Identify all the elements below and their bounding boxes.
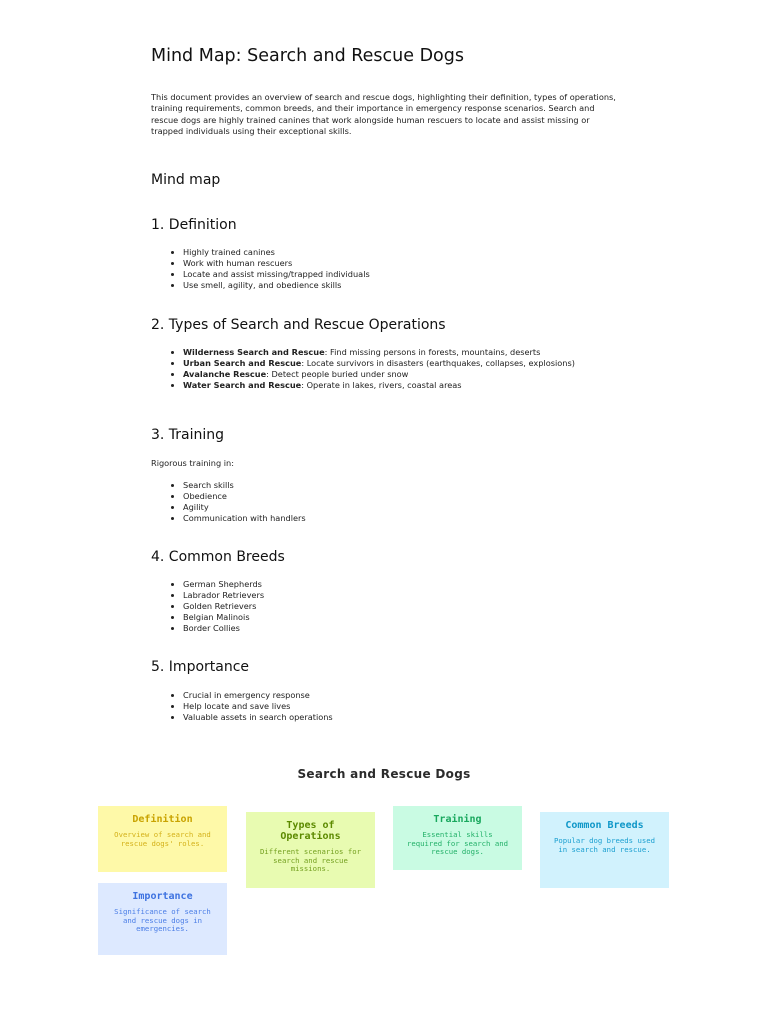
list-item	[183, 380, 613, 391]
training-card	[393, 806, 522, 870]
list-item: • Use smell, agility, and obedience skills	[183, 280, 613, 291]
breeds-list	[167, 579, 613, 634]
list-item: • Agility	[183, 502, 613, 513]
list-item: • German Shepherds	[183, 579, 613, 590]
list-item: • Valuable assets in search operations	[183, 712, 613, 723]
list-item	[183, 347, 613, 358]
definition-card	[98, 806, 227, 872]
type-desc: : Operate in lakes, rivers, coastal areas	[301, 380, 462, 391]
page-title: Mind Map: Search and Rescue Dogs	[151, 46, 464, 66]
breeds-heading: 4. Common Breeds	[151, 549, 285, 565]
mind-map-heading: Mind map	[151, 172, 221, 188]
list-item	[183, 358, 613, 369]
card-description: Different scenarios for search and rescue missions.	[259, 847, 362, 874]
types-list	[167, 347, 613, 391]
list-item	[183, 369, 613, 380]
training-lead: Rigorous training in:	[151, 458, 234, 468]
importance-card	[98, 883, 227, 955]
list-item: • Belgian Malinois	[183, 612, 613, 623]
card-description: Popular dog breeds used in search and rescue.	[553, 836, 656, 854]
importance-heading: 5. Importance	[151, 659, 250, 675]
card-title: Importance	[132, 891, 193, 902]
list-item: • Obedience	[183, 491, 613, 502]
list-item: • Highly trained canines	[183, 247, 613, 258]
types-card	[246, 812, 375, 888]
breeds-card	[540, 812, 669, 888]
card-title: Training	[433, 814, 482, 825]
card-title: Types of Operations	[280, 820, 341, 842]
mind-map-title: Search and Rescue Dogs	[297, 767, 471, 781]
list-item: • Communication with handlers	[183, 513, 613, 524]
type-desc: : Find missing persons in forests, mountains, deserts	[324, 347, 541, 357]
card-description: Overview of search and rescue dogs' roles.	[114, 830, 211, 848]
types-heading: 2. Types of Search and Rescue Operations	[151, 317, 446, 333]
intro-paragraph: This document provides an overview of search and rescue dogs, highlighting their definition, types of operations, training requirements, common breeds, and their importance in emergency response scenarios. Search and rescue dogs are highly trained canines that work alongside human rescuers to locate and assist missing or trapped individuals using their exceptional skills.	[151, 92, 616, 136]
definition-heading: 1. Definition	[151, 217, 237, 233]
type-term: Water Search and Rescue	[183, 380, 302, 391]
list-item: • Help locate and save lives	[183, 701, 613, 712]
card-title: Definition	[132, 814, 193, 825]
importance-list	[167, 690, 613, 723]
list-item: • Work with human rescuers	[183, 258, 613, 269]
card-description: Essential skills required for search and rescue dogs.	[406, 830, 509, 857]
training-list	[167, 480, 613, 524]
type-desc: : Locate survivors in disasters (earthquakes, collapses, explosions)	[301, 358, 575, 369]
list-item: • Crucial in emergency response	[183, 690, 613, 701]
definition-list	[167, 247, 613, 291]
card-title: Common Breeds	[565, 820, 644, 831]
type-term: Avalanche Rescue	[183, 369, 267, 380]
type-desc: : Detect people buried under snow	[266, 369, 409, 380]
list-item: • Labrador Retrievers	[183, 590, 613, 601]
training-heading: 3. Training	[151, 427, 225, 443]
type-term: Urban Search and Rescue	[183, 358, 302, 369]
list-item: • Locate and assist missing/trapped individuals	[183, 269, 613, 280]
type-term: Wilderness Search and Rescue	[183, 347, 325, 357]
list-item: • Search skills	[183, 480, 613, 491]
list-item: • Golden Retrievers	[183, 601, 613, 612]
list-item: • Border Collies	[183, 623, 613, 634]
card-description: Significance of search and rescue dogs in emergencies.	[114, 907, 211, 934]
